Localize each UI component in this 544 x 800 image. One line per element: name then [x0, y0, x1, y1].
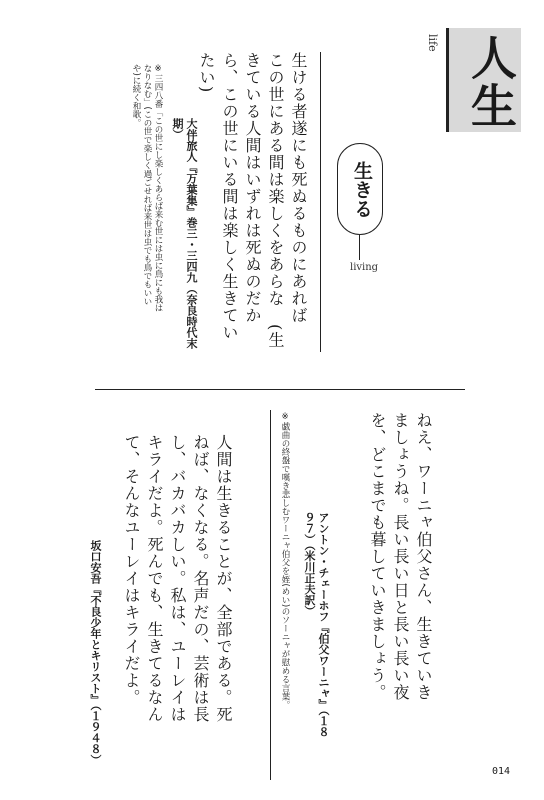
column-rule	[320, 52, 321, 352]
quote-1-note: ※三四八番「この世にし楽しくあらば来む世には虫に鳥にも我はなりなむ」(この世で楽しく過ごせれば来世は虫でも鳥でもいいや)に続く和歌。	[131, 64, 163, 312]
column-rule-2	[270, 410, 271, 780]
horizontal-rule	[95, 389, 465, 390]
quote-2-note: ※戯曲の終盤で嘆き悲しむワーニャ伯父を姪(めい)のソーニャが慰める言葉。	[280, 412, 290, 710]
section-label: 生きる	[351, 161, 373, 218]
section-label-english: living	[350, 262, 379, 273]
quote-3-source: 坂口安吾『不良少年とキリスト』（１９４８）	[89, 540, 102, 766]
page-title-english: life	[426, 34, 439, 52]
page-number: 014	[492, 766, 511, 777]
quote-1-text: 生ける者遂にも死ぬるものにあれば この世にある間は楽しくをあらな (生きている人間はいずれは死ぬのだから、この世にいる間は楽しく生きていたい)	[197, 52, 308, 349]
quote-3-text: 人間は生きることが、全部である。死ねば、なくなる。名声だの、芸術は長し、バカバカしい。私は、ユーレイはキライだよ。死んでも、生きてるなんて、そんなユーレイはキライだよ。	[122, 434, 233, 723]
section-stem	[359, 235, 360, 260]
quote-1-source: 大伴旅人『万葉集』巻三・三四九（奈良時代末期）	[171, 118, 198, 349]
page-title: 人生	[464, 34, 518, 130]
quote-2-text: ねえ、ワーニャ伯父さん、生きていきましょうね。長い長い日と長い長い夜を、どこまでも暮していきましょう。	[368, 412, 433, 701]
quote-2-source: アントン・チェーホフ『伯父ワーニャ』（１８９７）（米川正夫訳）	[303, 512, 330, 738]
